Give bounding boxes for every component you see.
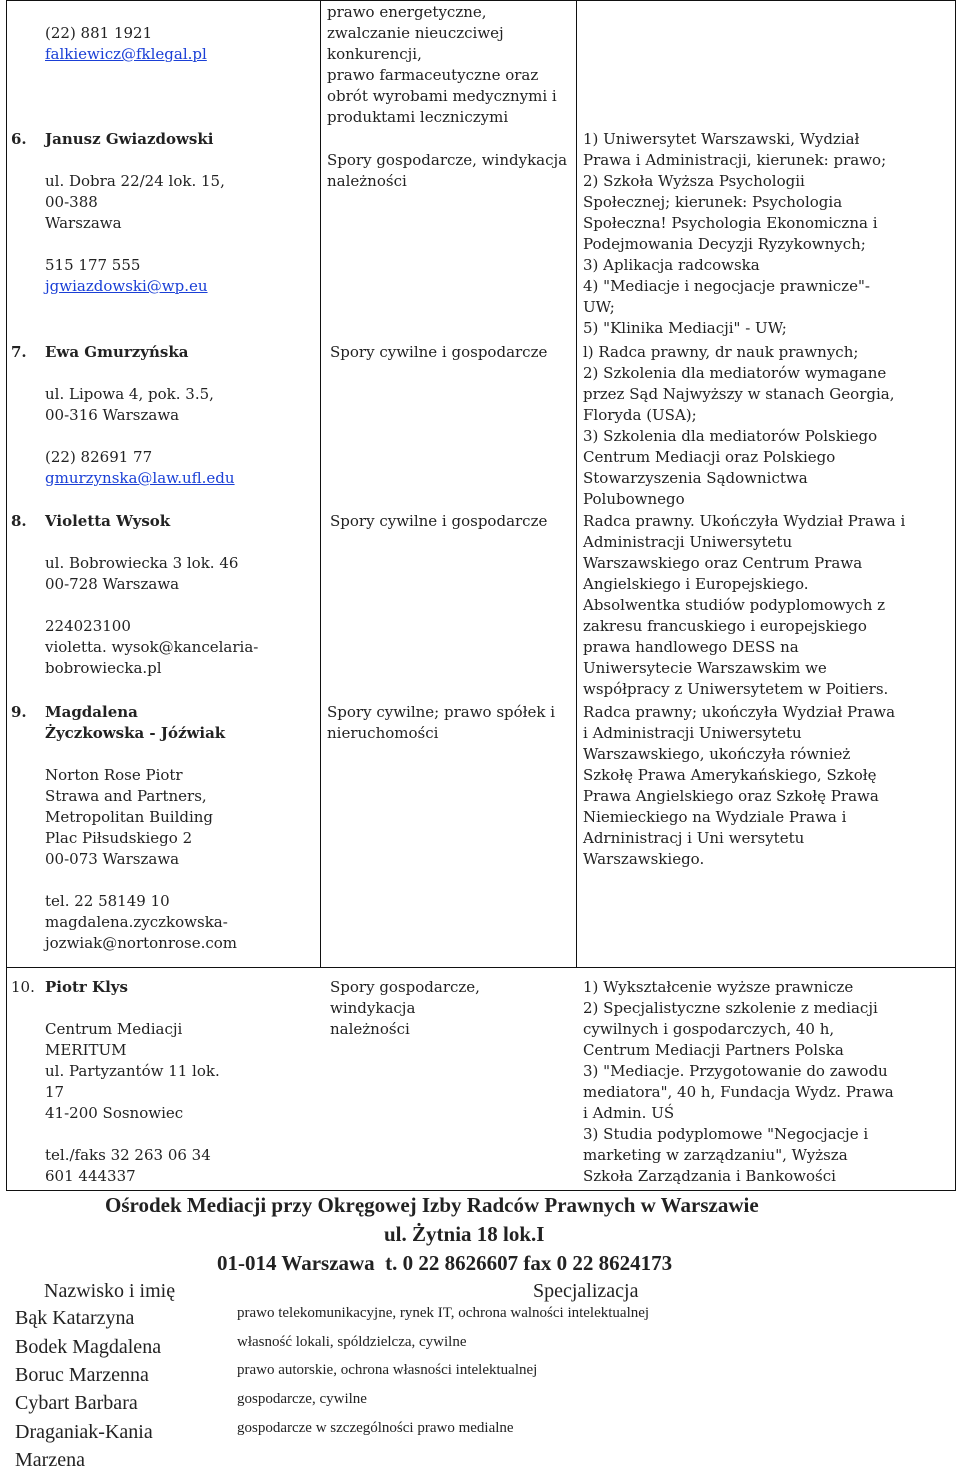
email-line: violetta. wysok@kancelaria-: [45, 638, 259, 656]
address-line: ul. Bobrowiecka 3 lok. 46: [45, 554, 239, 572]
qual-line: Angielskiego i Europejskiego.: [583, 575, 809, 593]
entry-specialization: [330, 342, 547, 363]
phone: tel./faks 32 263 06 34: [45, 1146, 211, 1164]
qual-line: UW;: [583, 298, 615, 316]
entry-specialization: [330, 511, 547, 532]
address-line: Strawa and Partners,: [45, 787, 207, 805]
entry-contact: [45, 23, 207, 65]
table-border-top: [6, 0, 956, 1]
qual-line: Absolwentka studiów podyplomowych z: [583, 596, 886, 614]
mediator-info: [45, 702, 237, 954]
entry-number: 10.: [11, 978, 35, 996]
phone: 224023100: [45, 617, 131, 635]
spec-line: prawo farmaceutyczne oraz: [327, 66, 539, 84]
mediator-name: Magdalena: [45, 703, 138, 721]
qual-line: zakresu francuskiego i europejskiego: [583, 617, 867, 635]
spec-line: należności: [327, 172, 407, 190]
address-line: ul. Dobra 22/24 lok. 15,: [45, 172, 225, 190]
qual-line: Radca prawny. Ukończyła Wydział Prawa i: [583, 512, 906, 530]
list-item-spec: prawo telekomunikacyjne, rynek IT, ochrona walności intelektualnej: [237, 1305, 650, 1321]
qual-line: 3) Studia podyplomowe "Negocjacje i: [583, 1125, 869, 1143]
spec-line: produktami leczniczymi: [327, 108, 509, 126]
spec-line: Spory cywilne i gospodarcze: [330, 343, 548, 361]
entry-specialization: [330, 977, 480, 1040]
qual-line: Centrum Mediacji oraz Polskiego: [583, 448, 836, 466]
center-title: Ośrodek Mediacji przy Okręgowej Izby Radców Prawnych w Warszawie: [105, 1193, 759, 1217]
qual-line: mediatora", 40 h, Fundacja Wydz. Prawa: [583, 1083, 894, 1101]
qual-line: 3) "Mediacje. Przygotowanie do zawodu: [583, 1062, 888, 1080]
phone: 601 444337: [45, 1167, 136, 1185]
list-item-name: Boruc Marzenna: [15, 1364, 149, 1386]
list-item-name: Marzena: [15, 1449, 85, 1471]
list-item-spec: gospodarcze w szczególności prawo medialne: [237, 1420, 514, 1436]
mediator-info: [45, 129, 225, 297]
address-line: Centrum Mediacji: [45, 1020, 183, 1038]
qual-line: 3) Szkolenia dla mediatorów Polskiego: [583, 427, 878, 445]
entry-qualifications: [583, 129, 886, 339]
address-line: Warszawa: [45, 214, 122, 232]
spec-line: Spory gospodarcze, windykacja: [327, 151, 568, 169]
qual-line: Warszawskiego, ukończyła również: [583, 745, 851, 763]
entry-number: 8.: [11, 512, 27, 530]
entry-number: 6.: [11, 130, 27, 148]
address-line: MERITUM: [45, 1041, 127, 1059]
list-item-spec: gospodarcze, cywilne: [237, 1391, 367, 1407]
qual-line: 1) Wykształcenie wyższe prawnicze: [583, 978, 854, 996]
list-item-name: Bąk Katarzyna: [15, 1307, 135, 1329]
address-line: Plac Piłsudskiego 2: [45, 829, 193, 847]
qual-line: Administracji Uniwersytetu: [583, 533, 793, 551]
qual-line: Warszawskiego oraz Centrum Prawa: [583, 554, 863, 572]
phone: (22) 82691 77: [45, 448, 153, 466]
qual-line: marketing w zarządzaniu", Wyższa: [583, 1146, 848, 1164]
spec-line: obrót wyrobami medycznymi i: [327, 87, 557, 105]
qual-line: Szkołę Prawa Amerykańskiego, Szkołę: [583, 766, 877, 784]
spec-line: nieruchomości: [327, 724, 439, 742]
qual-line: cywilnych i gospodarczych, 40 h,: [583, 1020, 835, 1038]
entry-specialization: [327, 150, 567, 192]
qual-line: Floryda (USA);: [583, 406, 697, 424]
address-line: 17: [45, 1083, 65, 1101]
spec-line: prawo energetyczne,: [327, 3, 487, 21]
mediator-name: Janusz Gwiazdowski: [45, 130, 214, 148]
qual-line: Uniwersytecie Warszawskim we: [583, 659, 827, 677]
address-line: ul. Lipowa 4, pok. 3.5,: [45, 385, 214, 403]
qual-line: l) Radca prawny, dr nauk prawnych;: [583, 343, 859, 361]
email-line: jozwiak@nortonrose.com: [45, 934, 238, 952]
spec-line: konkurencji,: [327, 45, 422, 63]
qual-line: przez Sąd Najwyższy w stanach Georgia,: [583, 385, 895, 403]
address-line: ul. Partyzantów 11 lok.: [45, 1062, 220, 1080]
spec-line: należności: [330, 1020, 410, 1038]
qual-line: Społeczna! Psychologia Ekonomiczna i: [583, 214, 878, 232]
center-street: ul. Żytnia 18 lok.I: [384, 1222, 545, 1246]
column-header-name: Nazwisko i imię: [44, 1280, 176, 1302]
qual-line: Warszawskiego.: [583, 850, 705, 868]
email-line: bobrowiecka.pl: [45, 659, 162, 677]
address-line: 00-388: [45, 193, 98, 211]
qual-line: 1) Uniwersytet Warszawski, Wydział: [583, 130, 860, 148]
qual-line: Szkoła Zarządzania i Bankowości: [583, 1167, 836, 1185]
qual-line: 4) "Mediacje i negocjacje prawnicze"-: [583, 277, 870, 295]
address-line: Norton Rose Piotr: [45, 766, 183, 784]
qual-line: Podejmowania Decyzji Ryzykownych;: [583, 235, 866, 253]
qual-line: Centrum Mediacji Partners Polska: [583, 1041, 844, 1059]
qual-line: Radca prawny; ukończyła Wydział Prawa: [583, 703, 896, 721]
list-item-spec: prawo autorskie, ochrona własności intelektualnej: [237, 1362, 538, 1378]
address-line: 00-073 Warszawa: [45, 850, 180, 868]
table-divider-col2: [320, 0, 321, 968]
spec-line: windykacja: [330, 999, 416, 1017]
qual-line: współpracy z Uniwersytetem w Poitiers.: [583, 680, 889, 698]
email-line: magdalena.zyczkowska-: [45, 913, 228, 931]
qual-line: i Admin. UŚ: [583, 1104, 675, 1122]
qual-line: prawa handlowego DESS na: [583, 638, 799, 656]
qual-line: 5) "Klinika Mediacji" - UW;: [583, 319, 787, 337]
qual-line: Prawa Angielskiego oraz Szkołę Prawa: [583, 787, 879, 805]
mediator-info: [45, 511, 258, 679]
mediator-name: Życzkowska - Jóźwiak: [45, 724, 226, 742]
address-line: 00-728 Warszawa: [45, 575, 180, 593]
entry-number: 7.: [11, 343, 27, 361]
list-item-name: Cybart Barbara: [15, 1392, 138, 1414]
table-border-right: [955, 0, 956, 1191]
qual-line: Polubownego: [583, 490, 685, 508]
address-line: 00-316 Warszawa: [45, 406, 180, 424]
entry-email-link[interactable]: falkiewicz@fklegal.pl: [45, 45, 207, 63]
entry-qualifications: [583, 342, 894, 510]
column-header-spec: Specjalizacja: [533, 1280, 639, 1302]
mediator-name: Violetta Wysok: [45, 512, 171, 530]
qual-line: 3) Aplikacja radcowska: [583, 256, 760, 274]
address-line: 41-200 Sosnowiec: [45, 1104, 184, 1122]
qual-line: Stowarzyszenia Sądownictwa: [583, 469, 808, 487]
qual-line: 2) Specjalistyczne szkolenie z mediacji: [583, 999, 878, 1017]
spec-line: Spory cywilne; prawo spółek i: [327, 703, 556, 721]
email-link[interactable]: gmurzynska@law.ufl.edu: [45, 469, 235, 487]
qual-line: Społecznej; kierunek: Psychologia: [583, 193, 843, 211]
entry-specialization: [327, 2, 557, 128]
table-border-left: [6, 0, 7, 1191]
list-item-name: Draganiak-Kania: [15, 1421, 153, 1443]
qual-line: Prawa i Administracji, kierunek: prawo;: [583, 151, 887, 169]
center-city-phone: 01-014 Warszawa t. 0 22 8626607 fax 0 22 8624173: [217, 1251, 673, 1275]
phone: 515 177 555: [45, 256, 141, 274]
entry-qualifications: [583, 702, 895, 870]
entry-phone: (22) 881 1921: [45, 24, 153, 42]
qual-line: Niemieckiego na Wydziale Prawa i: [583, 808, 847, 826]
email-link[interactable]: jgwiazdowski@wp.eu: [45, 277, 208, 295]
mediator-info: [45, 977, 220, 1187]
entry-qualifications: [583, 511, 905, 700]
spec-line: zwalczanie nieuczciwej: [327, 24, 504, 42]
table-divider-col3: [576, 0, 577, 968]
mediator-info: [45, 342, 235, 489]
entry-number: 9.: [11, 703, 27, 721]
entry-specialization: [327, 702, 555, 744]
list-item-name: Bodek Magdalena: [15, 1336, 162, 1358]
qual-line: 2) Szkoła Wyższa Psychologii: [583, 172, 805, 190]
phone: tel. 22 58149 10: [45, 892, 170, 910]
qual-line: Adrninistracj i Uni wersytetu: [583, 829, 805, 847]
table-row-divider: [6, 967, 956, 968]
mediator-name: Piotr Klys: [45, 978, 128, 996]
table-border-bottom: [6, 1190, 956, 1191]
list-item-spec: własność lokali, spóldzielcza, cywilne: [237, 1334, 467, 1350]
spec-line: Spory cywilne i gospodarcze: [330, 512, 548, 530]
mediator-name: Ewa Gmurzyńska: [45, 343, 189, 361]
spec-line: Spory gospodarcze,: [330, 978, 480, 996]
address-line: Metropolitan Building: [45, 808, 214, 826]
qual-line: 2) Szkolenia dla mediatorów wymagane: [583, 364, 887, 382]
qual-line: i Administracji Uniwersytetu: [583, 724, 802, 742]
entry-qualifications: [583, 977, 894, 1187]
